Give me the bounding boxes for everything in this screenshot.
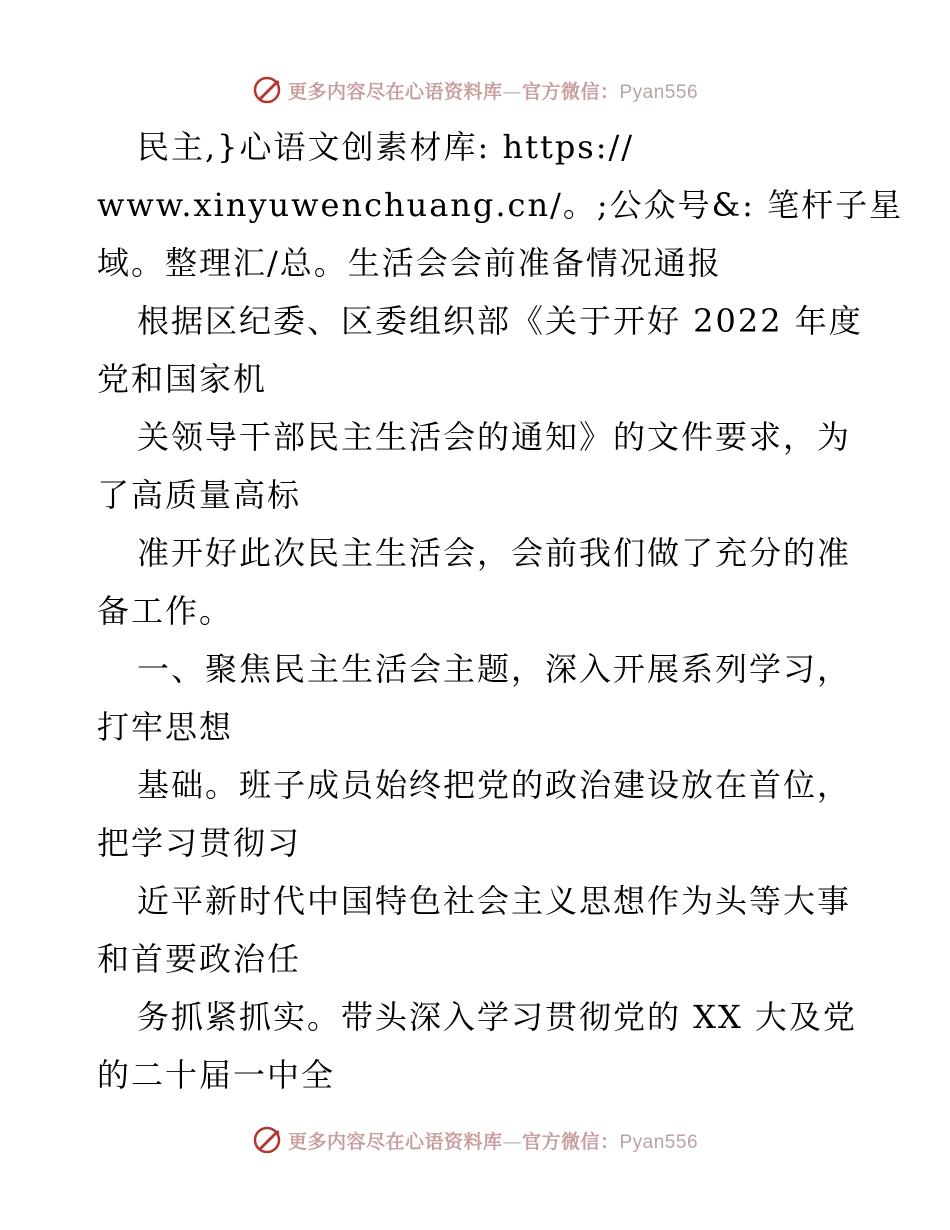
watermark-wechat-label: 官方微信： bbox=[521, 80, 620, 103]
doc-line: 域。整理汇/总。生活会会前准备情况通报 bbox=[97, 244, 722, 282]
doc-line: 务抓紧抓实。带头深入学习贯彻党的 XX 大及党 bbox=[137, 998, 857, 1036]
document-body bbox=[97, 118, 904, 1104]
doc-line: 基础。班子成员始终把党的政治建设放在首位， bbox=[137, 766, 852, 804]
quill-pen-logo-icon bbox=[252, 1125, 282, 1155]
header-watermark-banner bbox=[0, 72, 950, 108]
watermark-slogan: 更多内容尽在心语资料库 bbox=[287, 1130, 503, 1153]
watermark-text bbox=[288, 77, 698, 104]
doc-line: 准开好此次民主生活会，会前我们做了充分的准 bbox=[137, 534, 852, 572]
watermark-separator: — bbox=[502, 1130, 522, 1153]
doc-line: 的二十届一中全 bbox=[97, 1056, 336, 1094]
doc-line: 民主,}心语文创素材库: https:// bbox=[137, 128, 635, 166]
doc-line: 根据区纪委、区委组织部《关于开好 2022 年度 bbox=[137, 302, 863, 340]
footer-watermark-banner bbox=[0, 1122, 950, 1158]
doc-line: 一、聚焦民主生活会主题，深入开展系列学习， bbox=[137, 650, 852, 688]
doc-line: 打牢思想 bbox=[97, 708, 234, 746]
doc-line: 党和国家机 bbox=[97, 360, 268, 398]
doc-line: www.xinyuwenchuang.cn/。;公众号&: 笔杆子星 bbox=[97, 186, 904, 224]
doc-line: 了高质量高标 bbox=[97, 476, 302, 514]
watermark-wechat-label: 官方微信： bbox=[521, 1130, 620, 1153]
doc-line: 备工作。 bbox=[97, 592, 234, 630]
watermark-text bbox=[288, 1127, 698, 1154]
watermark-wechat-id: Pyan556 bbox=[619, 1131, 699, 1153]
watermark-slogan: 更多内容尽在心语资料库 bbox=[287, 80, 503, 103]
watermark-separator: — bbox=[502, 80, 522, 103]
quill-pen-logo-icon bbox=[252, 75, 282, 105]
doc-line: 把学习贯彻习 bbox=[97, 824, 302, 862]
doc-line: 关领导干部民主生活会的通知》的文件要求，为 bbox=[137, 418, 852, 456]
watermark-wechat-id: Pyan556 bbox=[619, 81, 699, 103]
doc-line: 近平新时代中国特色社会主义思想作为头等大事 bbox=[137, 882, 852, 920]
doc-line: 和首要政治任 bbox=[97, 940, 302, 978]
